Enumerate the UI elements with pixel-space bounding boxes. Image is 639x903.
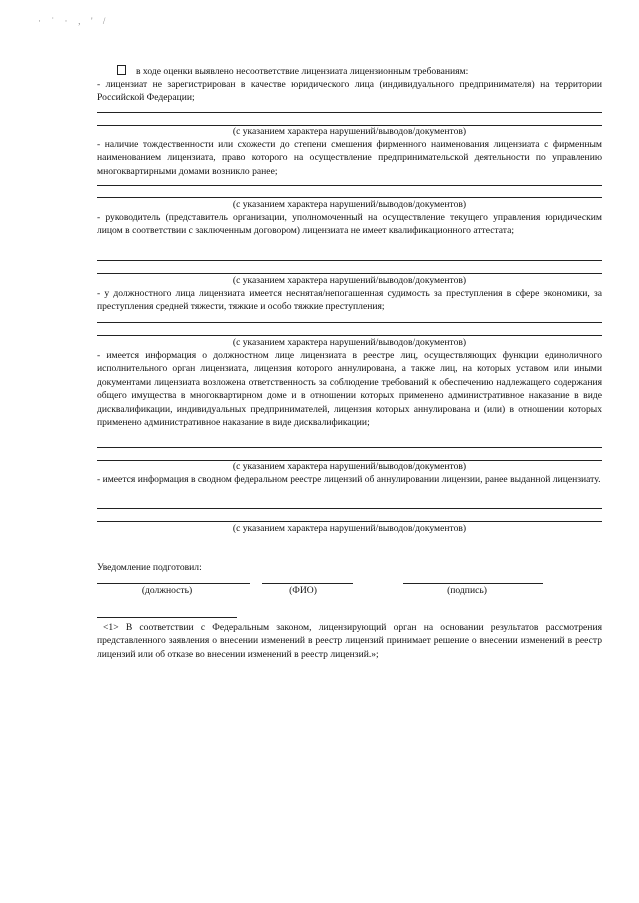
fill-line xyxy=(97,508,602,509)
sign-caption: (подпись) xyxy=(447,585,487,596)
caption: (с указанием характера нарушений/выводов/документов) xyxy=(232,337,467,348)
item-header-text: в ходе оценки выявлено несоответствие лицензиата лицензионным требованиям: xyxy=(136,66,469,77)
caption: (с указанием характера нарушений/выводов/документов) xyxy=(232,199,467,210)
name-line xyxy=(262,583,353,584)
caption: (с указанием характера нарушений/выводов/документов) xyxy=(232,275,467,286)
footnote: <1> В соответствии с Федеральным законом, лицензирующий орган на основании результатов рассмотрения представленного заявления о внесении изменений в реестр лицензий принимает решение о внесении изменений в реестр лицензий или об отказе во внесении изменений в реестр лицензий.»; xyxy=(97,622,602,660)
name-caption: (ФИО) xyxy=(289,585,317,596)
section-text: - имеется информация в сводном федеральном реестре лицензий об аннулировании лицензии, ранее выданной лицензиату. xyxy=(97,474,601,485)
section-text: - руководитель (представитель организации, уполномоченный на осуществление текущего управления юридическим лицом в соответствии с заключенным договором) лицензиата не имеет квалификационного аттестата; xyxy=(97,212,602,237)
caption: (с указанием характера нарушений/выводов/документов) xyxy=(232,523,467,534)
fill-line xyxy=(97,335,602,336)
fill-line xyxy=(97,197,602,198)
fill-line xyxy=(97,260,602,261)
section-text: - у должностного лица лицензиата имеется неснятая/непогашенная судимость за преступления в сфере экономики, за преступления средней тяжести, тяжкие и особо тяжкие преступления; xyxy=(97,288,602,313)
fill-line xyxy=(97,322,602,323)
checkbox[interactable] xyxy=(117,65,126,75)
fill-line xyxy=(97,447,602,448)
fill-line xyxy=(97,185,602,186)
caption: (с указанием характера нарушений/выводов/документов) xyxy=(232,461,467,472)
fill-line xyxy=(97,521,602,522)
footnote-divider xyxy=(97,617,237,618)
section-text: - наличие тождественности или схожести до степени смешения фирменного наименования лицензиата с фирменным наименованием лицензиата, право которого на осуществление предпринимательской деятельности по управлению многоквартирными домами возникло ранее; xyxy=(97,139,602,177)
sign-line xyxy=(403,583,543,584)
scan-marks: · ˙ · ‚ ' / xyxy=(38,16,110,26)
section-text: - имеется информация о должностном лице лицензиата в реестре лиц, осуществляющих функции единоличного исполнительного орган лицензиата, лицензия которого аннулирована, а также лиц, на которых уставом или иными документами лицензиата возложена ответственность за соблюдение требований к обеспечению надлежащего содержания общего имущества в многоквартирном доме и в отношении которых применено административное наказание в виде дисквалификации, индивидуальных предпринимателей, лицензия которых аннулирована и (или) в отношении которых применено административное наказание в виде дисквалификации; xyxy=(97,350,602,429)
fill-line xyxy=(97,273,602,274)
caption: (с указанием характера нарушений/выводов/документов) xyxy=(232,126,467,137)
violation-header xyxy=(97,65,602,78)
fill-line xyxy=(97,112,602,113)
prepared-label: Уведомление подготовил: xyxy=(97,562,202,573)
section-text: - лицензиат не зарегистрирован в качестве юридического лица (индивидуального предпринимателя) на территории Российской Федерации; xyxy=(97,79,602,104)
position-caption: (должность) xyxy=(141,585,193,596)
position-line xyxy=(97,583,250,584)
